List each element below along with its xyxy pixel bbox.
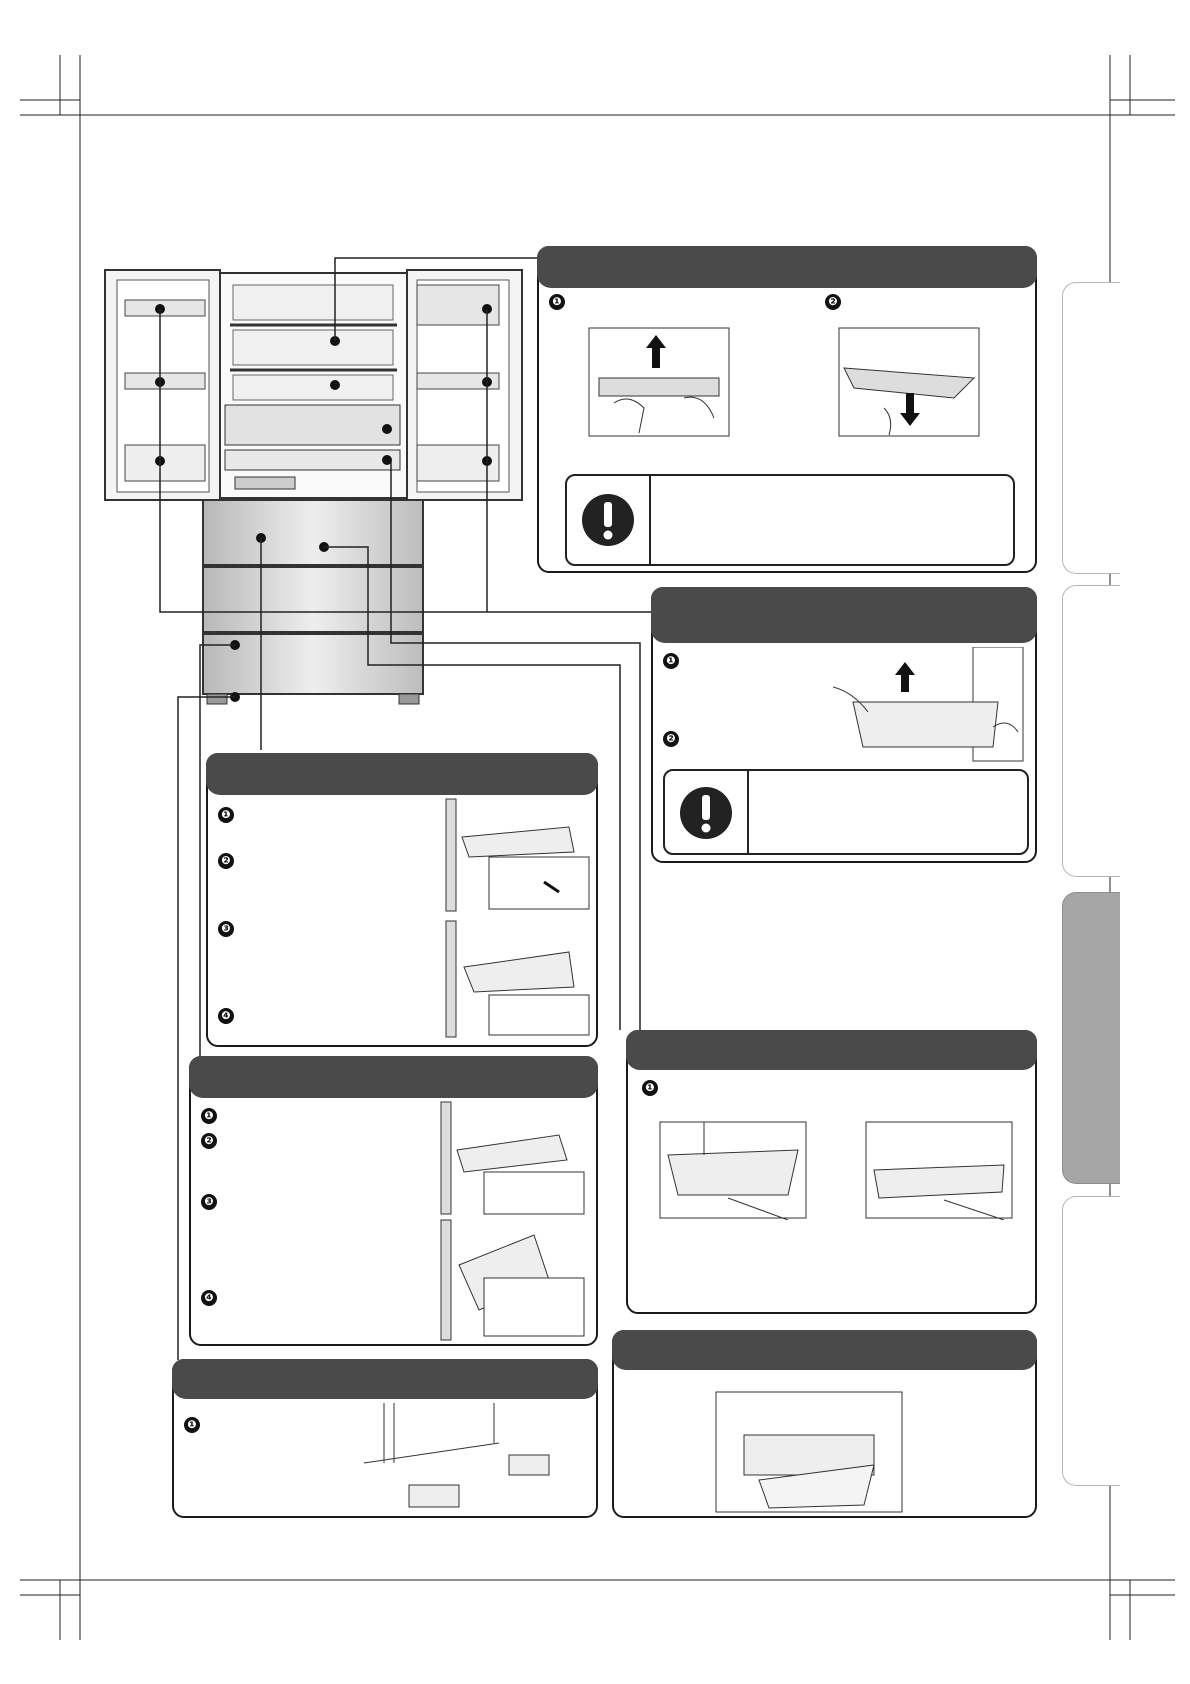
panel-lower-drawer — [189, 1056, 598, 1346]
remove-shelf-step2-illustration — [834, 323, 984, 438]
caution-box-top — [565, 474, 1015, 566]
panel-top-shelves-header — [537, 246, 1037, 288]
upper-drawer-removal-illustration — [444, 797, 594, 1043]
remove-door-pocket-illustration — [833, 647, 1028, 763]
panel-door-pockets — [651, 587, 1037, 863]
panel-freezer-top-header — [612, 1330, 1037, 1370]
step-4-marker: ❹ — [201, 1290, 217, 1306]
freezer-drawer-illustration — [714, 1390, 904, 1514]
leveling-feet-illustration — [354, 1403, 594, 1518]
step-2-marker: ❷ — [663, 731, 679, 747]
exclamation-icon — [678, 783, 734, 843]
panel-upper-drawer — [206, 753, 598, 1047]
caution-box-door — [663, 769, 1029, 855]
exclamation-icon — [580, 490, 636, 550]
step-2-marker: ❷ — [825, 294, 841, 310]
panel-top-shelves — [537, 246, 1037, 573]
panel-leveling-feet-header — [172, 1359, 598, 1399]
step-3-marker: ❸ — [201, 1194, 217, 1210]
remove-shelf-step1-illustration — [584, 323, 734, 438]
lower-drawer-removal-illustration — [439, 1100, 589, 1342]
step-1-marker: ❶ — [201, 1108, 217, 1124]
panel-leveling-feet — [172, 1359, 598, 1518]
panel-freezer-top — [612, 1330, 1037, 1518]
step-1-marker: ❶ — [218, 807, 234, 823]
step-2-marker: ❷ — [218, 853, 234, 869]
step-4-marker: ❹ — [218, 1008, 234, 1024]
step-3-marker: ❸ — [218, 921, 234, 937]
step-1-marker: ❶ — [642, 1080, 658, 1096]
panel-chilled-tray-header — [626, 1030, 1037, 1070]
panel-lower-drawer-header — [189, 1056, 598, 1098]
chilled-tray-removed-illustration — [864, 1120, 1014, 1220]
step-1-marker: ❶ — [184, 1417, 200, 1433]
step-1-marker: ❶ — [549, 294, 565, 310]
panel-chilled-tray — [626, 1030, 1037, 1314]
panel-upper-drawer-header — [206, 753, 598, 795]
chilled-tray-step-illustration — [658, 1120, 808, 1220]
step-2-marker: ❷ — [201, 1133, 217, 1149]
step-1-marker: ❶ — [663, 653, 679, 669]
panel-door-pockets-header — [651, 587, 1037, 643]
